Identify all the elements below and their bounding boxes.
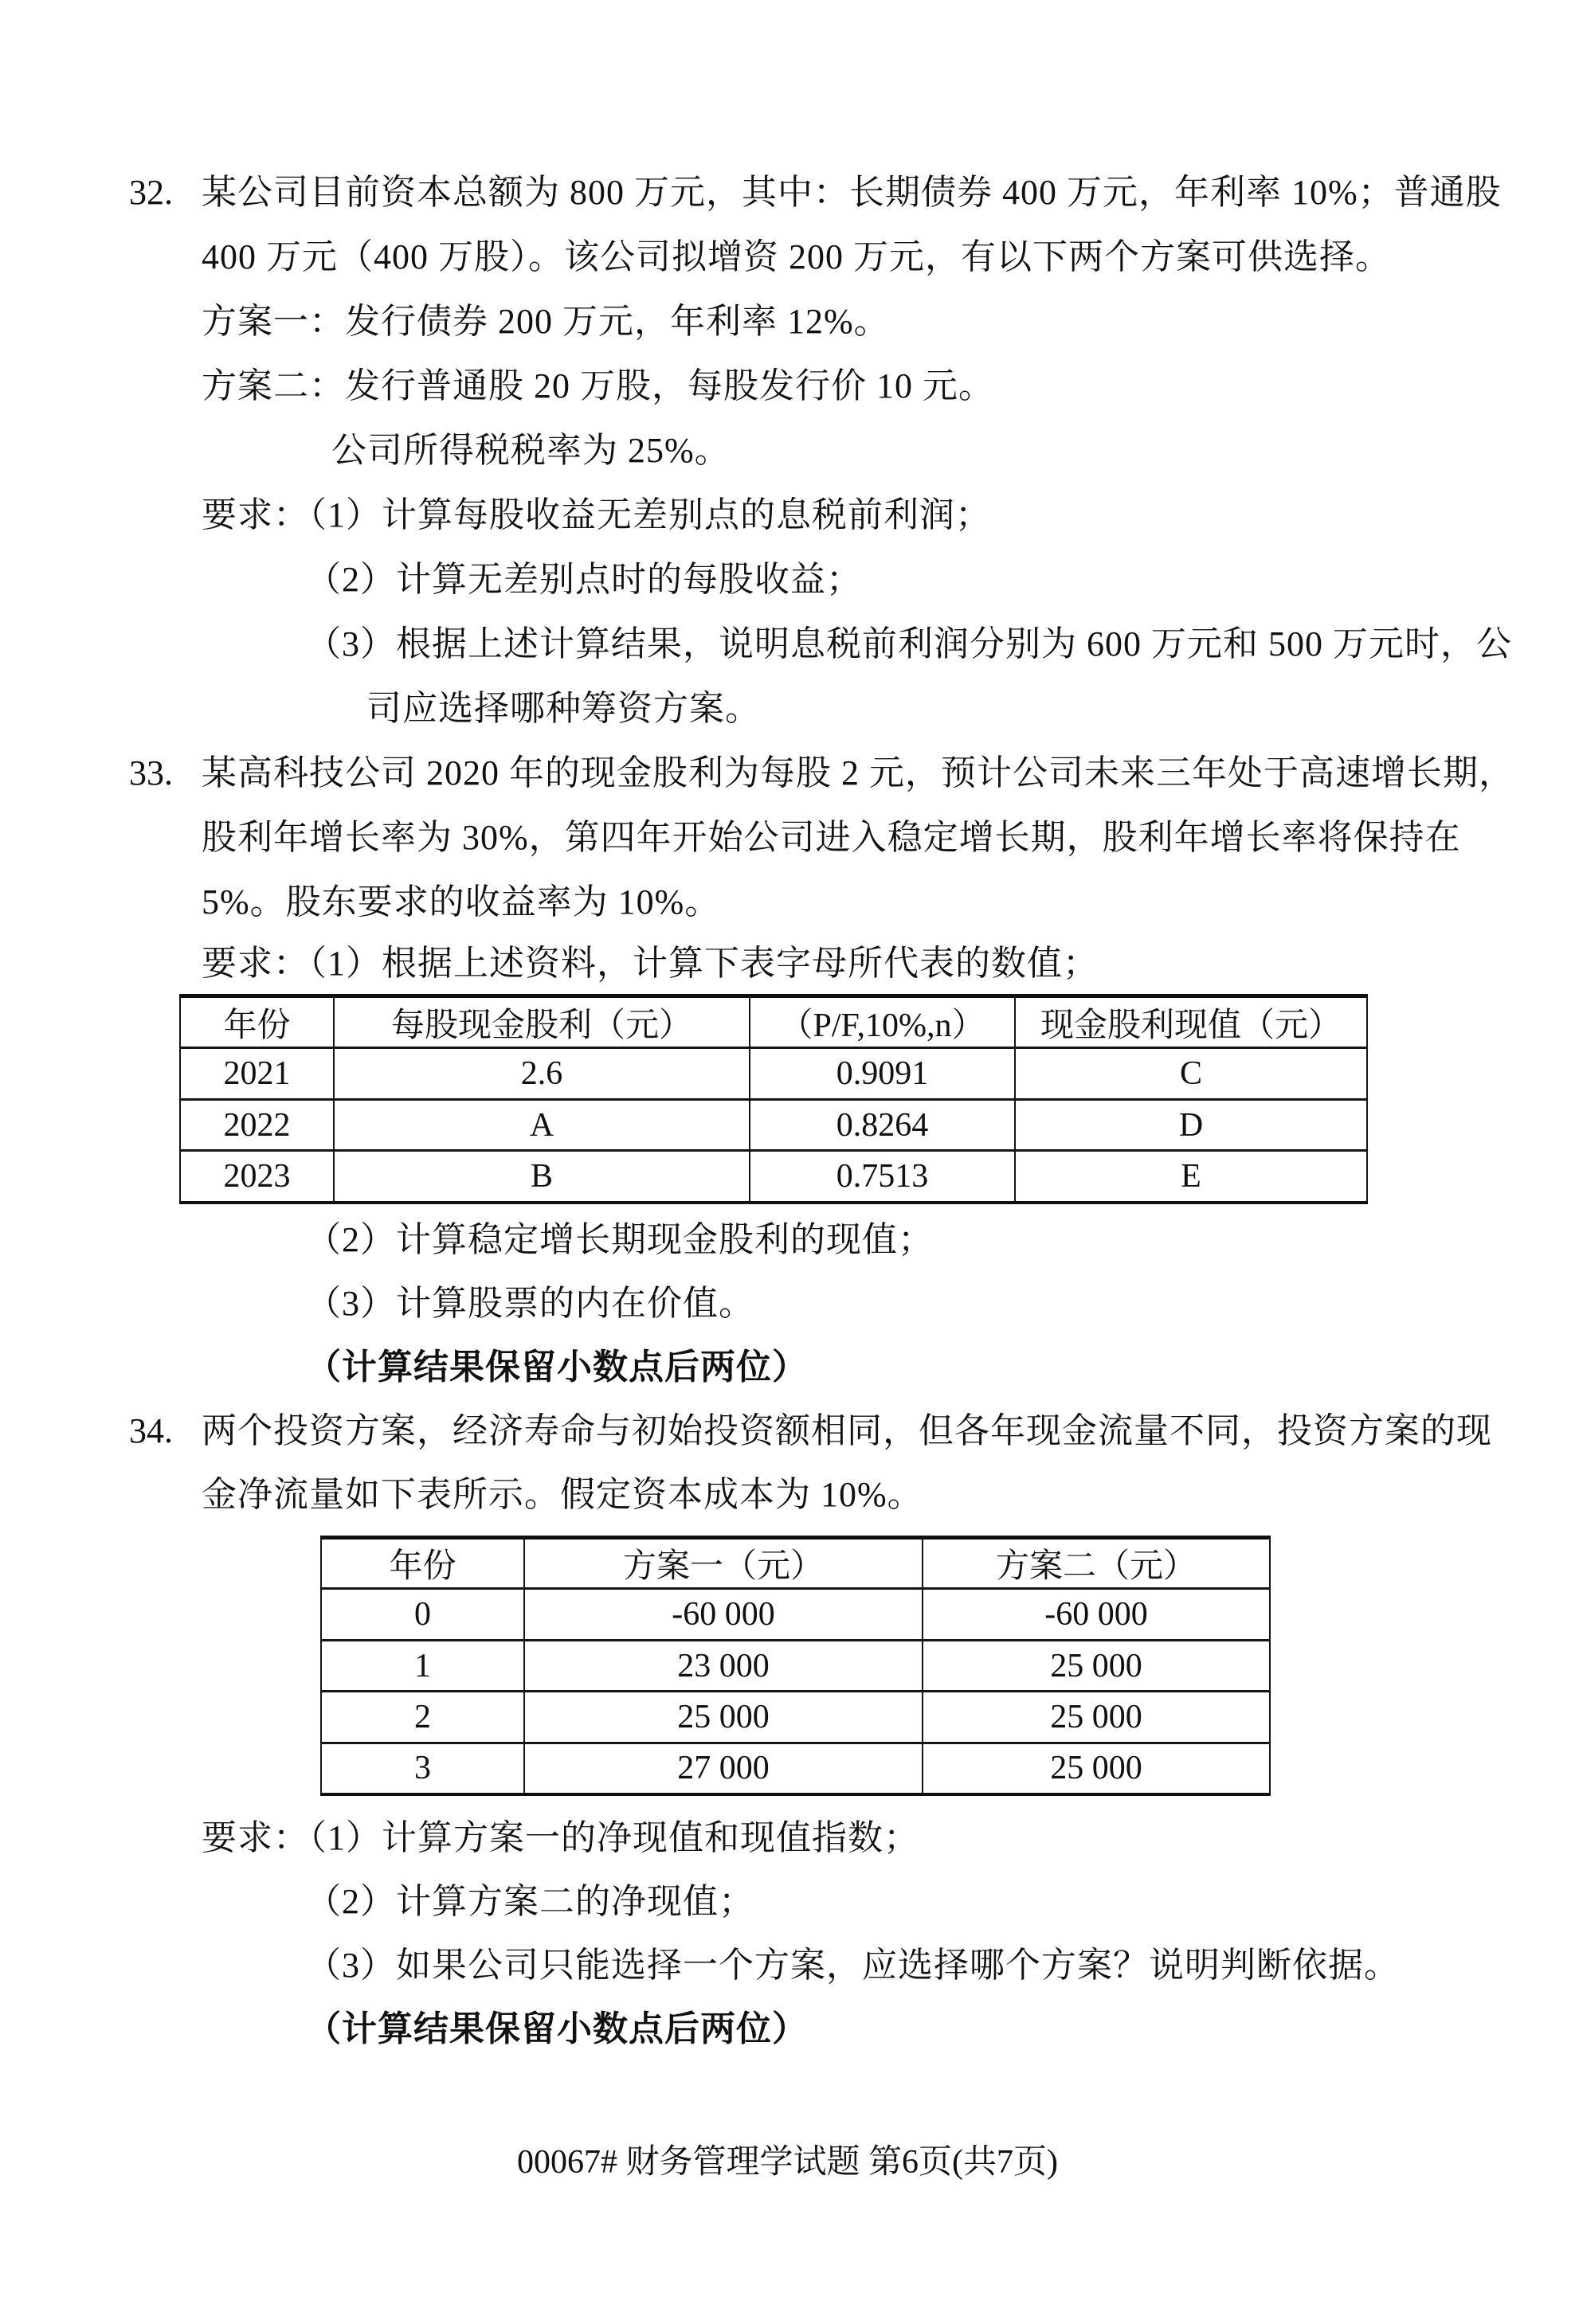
cell-year: 3 [321, 1743, 524, 1794]
table-row [321, 1589, 1270, 1641]
cashflow-table-header-row [321, 1538, 1270, 1589]
q34-requirement-2: （2）计算方案二的净现值； [306, 1882, 754, 1921]
cell-pv: C [1015, 1048, 1367, 1100]
cell-pf: 0.9091 [750, 1048, 1015, 1100]
q34-line-2: 金净流量如下表所示。假定资本成本为 10%。 [202, 1475, 923, 1514]
table-row [180, 1100, 1367, 1151]
cell-plan2: 25 000 [923, 1692, 1270, 1743]
dividend-table-container [179, 994, 1366, 1200]
q33-requirement-3: （3）计算股票的内在价值。 [306, 1284, 754, 1323]
cell-pv: E [1015, 1151, 1367, 1203]
cell-plan1: 23 000 [524, 1641, 923, 1692]
q32-plan-2: 方案二：发行普通股 20 万股，每股发行价 10 元。 [202, 366, 994, 405]
col-header-plan-2: 方案二（元） [923, 1538, 1270, 1589]
dividend-table-header-row [180, 996, 1367, 1048]
q33-rounding-note: （计算结果保留小数点后两位） [306, 1348, 808, 1387]
table-row [180, 1048, 1367, 1100]
cell-plan2: 25 000 [923, 1743, 1270, 1794]
page-footer: 00067# 财务管理学试题 第6页(共7页) [517, 2144, 1058, 2181]
table-row [321, 1743, 1270, 1794]
q32-requirement-3: （3）根据上述计算结果，说明息税前利润分别为 600 万元和 500 万元时，公 [306, 624, 1512, 663]
q32-requirement-2: （2）计算无差别点时的每股收益； [306, 560, 862, 599]
cell-pf: 0.8264 [750, 1100, 1015, 1151]
cell-dividend: B [334, 1151, 750, 1203]
q33-number: 33. [129, 753, 173, 792]
col-header-year: 年份 [180, 996, 334, 1048]
q32-text-1: 某公司目前资本总额为 800 万元，其中：长期债券 400 万元，年利率 10%；普通股 [202, 173, 1502, 212]
cell-plan2: 25 000 [923, 1641, 1270, 1692]
q34-rounding-note: （计算结果保留小数点后两位） [306, 2009, 808, 2048]
q32-number: 32. [129, 173, 173, 212]
q32-tax-line: 公司所得税税率为 25%。 [331, 431, 731, 470]
col-header-present-value: 现金股利现值（元） [1015, 996, 1367, 1048]
cell-plan1: 25 000 [524, 1692, 923, 1743]
col-header-plan-1: 方案一（元） [524, 1538, 923, 1589]
q33-line-1 [129, 741, 1514, 805]
cell-pv: D [1015, 1100, 1367, 1151]
cell-plan2: -60 000 [923, 1589, 1270, 1641]
cell-plan1: 27 000 [524, 1743, 923, 1794]
cell-year: 0 [321, 1589, 524, 1641]
cell-year: 2023 [180, 1151, 334, 1203]
q34-line-1 [129, 1399, 1492, 1463]
col-header-year: 年份 [321, 1538, 524, 1589]
table-row [321, 1692, 1270, 1743]
cell-year: 1 [321, 1641, 524, 1692]
q33-requirement-2: （2）计算稳定增长期现金股利的现值； [306, 1220, 934, 1259]
q34-number: 34. [129, 1411, 173, 1450]
dividend-table [179, 994, 1368, 1204]
cell-year: 2 [321, 1692, 524, 1743]
cashflow-table-container [320, 1536, 1269, 1792]
q33-line-2: 股利年增长率为 30%，第四年开始公司进入稳定增长期，股利年增长率将保持在 [202, 818, 1461, 857]
q34-text-1: 两个投资方案，经济寿命与初始投资额相同，但各年现金流量不同，投资方案的现 [202, 1411, 1492, 1450]
q34-requirement-1: 要求：（1）计算方案一的净现值和现值指数； [202, 1818, 919, 1857]
col-header-dividend-per-share: 每股现金股利（元） [334, 996, 750, 1048]
table-row [321, 1641, 1270, 1692]
cashflow-table [320, 1536, 1271, 1796]
q32-line-1 [129, 161, 1502, 225]
cell-dividend: 2.6 [334, 1048, 750, 1100]
q33-requirement-1: 要求：（1）根据上述资料，计算下表字母所代表的数值； [202, 944, 1099, 983]
cell-plan1: -60 000 [524, 1589, 923, 1641]
q34-requirement-3: （3）如果公司只能选择一个方案，应选择哪个方案？说明判断依据。 [306, 1946, 1400, 1985]
q32-requirement-1: 要求：（1）计算每股收益无差别点的息税前利润； [202, 495, 991, 534]
cell-year: 2022 [180, 1100, 334, 1151]
q32-requirement-3-cont: 司应选择哪种筹资方案。 [366, 689, 761, 728]
q32-line-2: 400 万元（400 万股）。该公司拟增资 200 万元，有以下两个方案可供选择。 [202, 237, 1391, 276]
q32-plan-1: 方案一：发行债券 200 万元，年利率 12%。 [202, 302, 890, 341]
q33-text-1: 某高科技公司 2020 年的现金股利为每股 2 元，预计公司未来三年处于高速增长期， [202, 753, 1514, 792]
q33-line-3: 5%。股东要求的收益率为 10%。 [202, 882, 721, 921]
cell-dividend: A [334, 1100, 750, 1151]
table-row [180, 1151, 1367, 1203]
col-header-pf-factor: （P/F,10%,n） [750, 996, 1015, 1048]
cell-year: 2021 [180, 1048, 334, 1100]
cell-pf: 0.7513 [750, 1151, 1015, 1203]
